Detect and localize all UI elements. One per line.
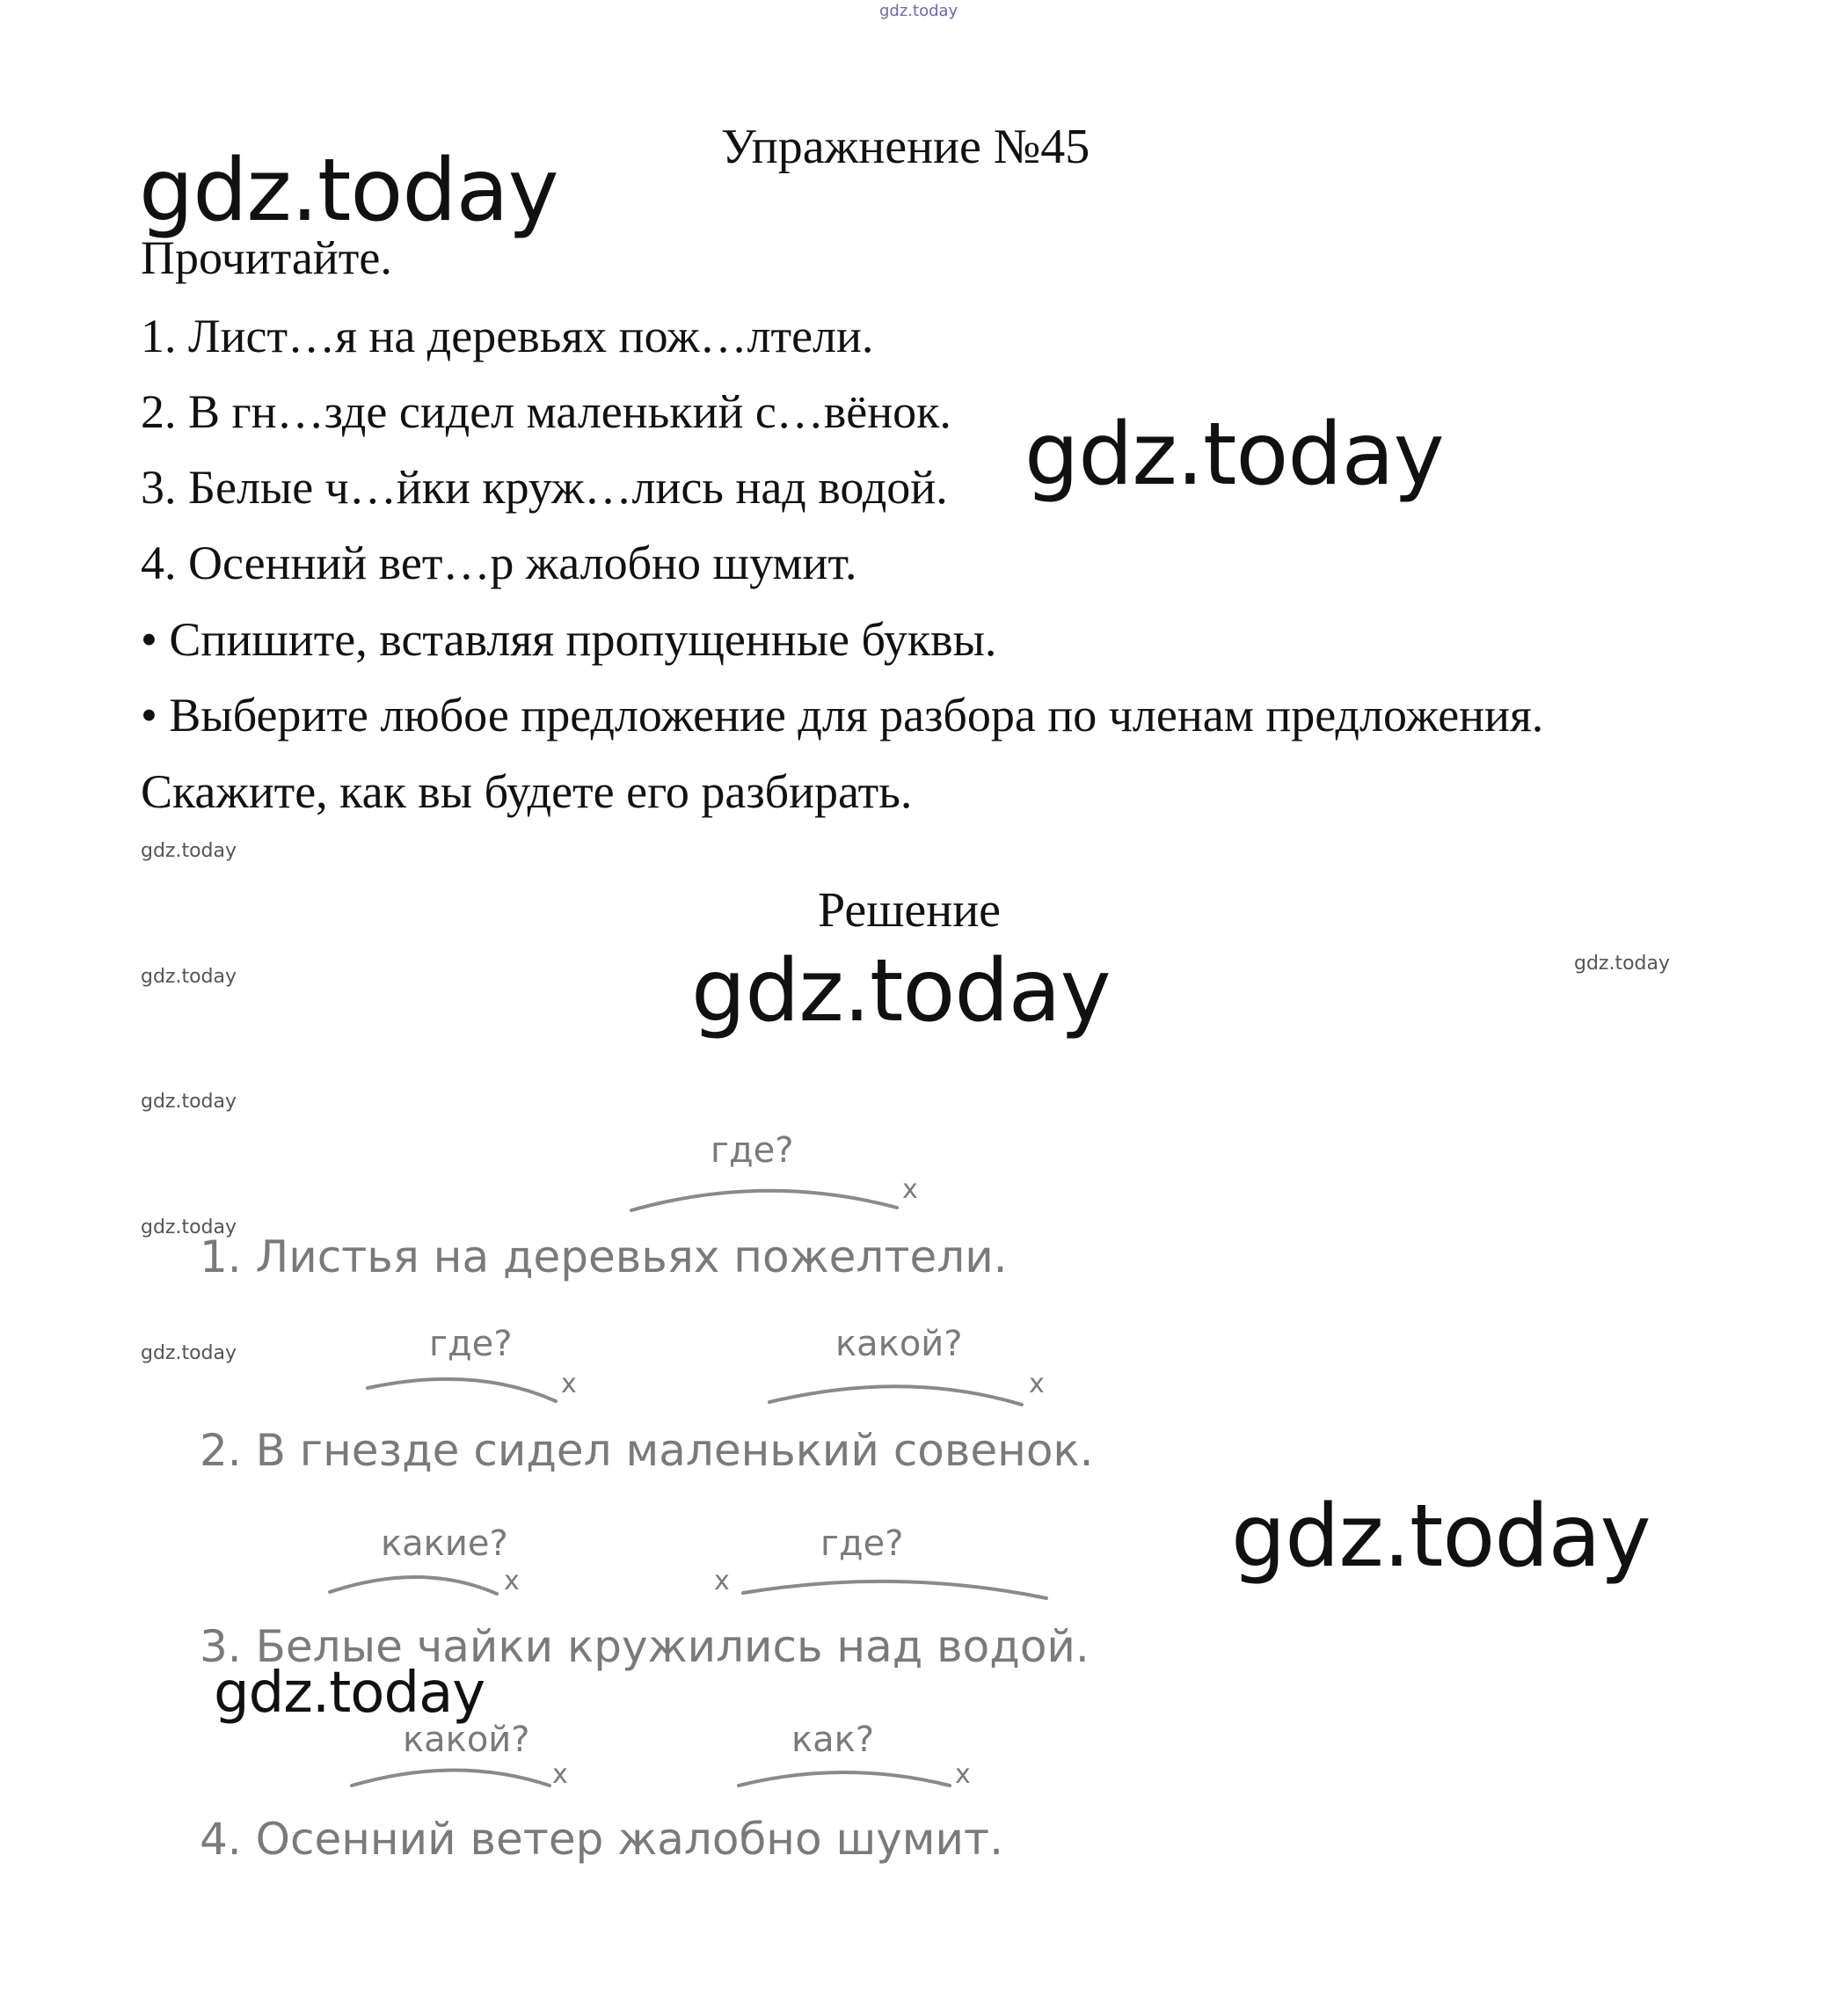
watermark-small-3: gdz.today xyxy=(1574,953,1671,975)
s1-question-1: где? xyxy=(711,1130,794,1171)
s3-cross-2: х xyxy=(714,1566,730,1596)
task-3: Скажите, как вы будете его разбирать. xyxy=(141,765,913,818)
solution-sentence-4: 4. Осенний ветер жалобно шумит. xyxy=(200,1814,1004,1865)
s4-question-1: какой? xyxy=(403,1720,530,1760)
s3-question-2: где? xyxy=(820,1523,904,1564)
watermark-large-1: gdz.today xyxy=(139,141,558,241)
arc-s2-q2 xyxy=(769,1386,1022,1405)
arc-s1-q1 xyxy=(631,1191,897,1210)
s3-question-1: какие? xyxy=(381,1523,508,1564)
arc-s3-q2 xyxy=(743,1581,1046,1598)
arc-s4-q1 xyxy=(352,1771,550,1786)
watermark-small-1: gdz.today xyxy=(141,840,237,862)
solution-sentence-2: 2. В гнезде сидел маленький совенок. xyxy=(200,1425,1094,1476)
s4-cross-2: х xyxy=(955,1759,971,1790)
watermark-top: gdz.today xyxy=(879,2,958,20)
watermark-small-6: gdz.today xyxy=(141,1342,237,1364)
s2-cross-1: х xyxy=(561,1369,577,1399)
watermark-large-5: gdz.today xyxy=(214,1661,485,1726)
s2-question-1: где? xyxy=(429,1324,513,1364)
watermark-small-2: gdz.today xyxy=(141,966,237,988)
exercise-sentence-4: 4. Осенний вет…р жалобно шумит. xyxy=(141,537,857,589)
s4-cross-1: х xyxy=(552,1759,568,1790)
watermark-large-4: gdz.today xyxy=(1231,1486,1651,1587)
watermark-small-5: gdz.today xyxy=(141,1216,237,1238)
s4-question-2: как? xyxy=(791,1720,875,1760)
solution-heading: Решение xyxy=(818,883,1002,938)
exercise-title: Упражнение №45 xyxy=(721,120,1090,174)
s1-cross-1: х xyxy=(902,1174,918,1205)
s3-cross-1: х xyxy=(504,1566,520,1596)
exercise-sentence-1: 1. Лист…я на деревьях пож…лтели. xyxy=(141,310,874,362)
exercise-sentence-3: 3. Белые ч…йки круж…лись над водой. xyxy=(141,461,948,514)
task-1: • Спишите, вставляя пропущенные буквы. xyxy=(141,613,997,666)
s2-question-2: какой? xyxy=(835,1324,963,1364)
instruction: Прочитайте. xyxy=(141,231,392,284)
task-2: • Выберите любое предложение для разбора по членам предложения. xyxy=(141,689,1544,741)
solution-sentence-3: 3. Белые чайки кружились над водой. xyxy=(200,1621,1090,1672)
watermark-large-3: gdz.today xyxy=(691,941,1111,1041)
watermark-large-2: gdz.today xyxy=(1024,405,1444,505)
exercise-sentence-2: 2. В гн…зде сидел маленький с…вёнок. xyxy=(141,385,951,438)
arc-s3-q1 xyxy=(330,1577,497,1594)
arc-s2-q1 xyxy=(368,1379,556,1401)
solution-sentence-1: 1. Листья на деревьях пожелтели. xyxy=(200,1231,1008,1282)
arc-s4-q2 xyxy=(739,1772,950,1786)
watermark-small-4: gdz.today xyxy=(141,1091,237,1113)
s2-cross-2: х xyxy=(1029,1369,1045,1399)
